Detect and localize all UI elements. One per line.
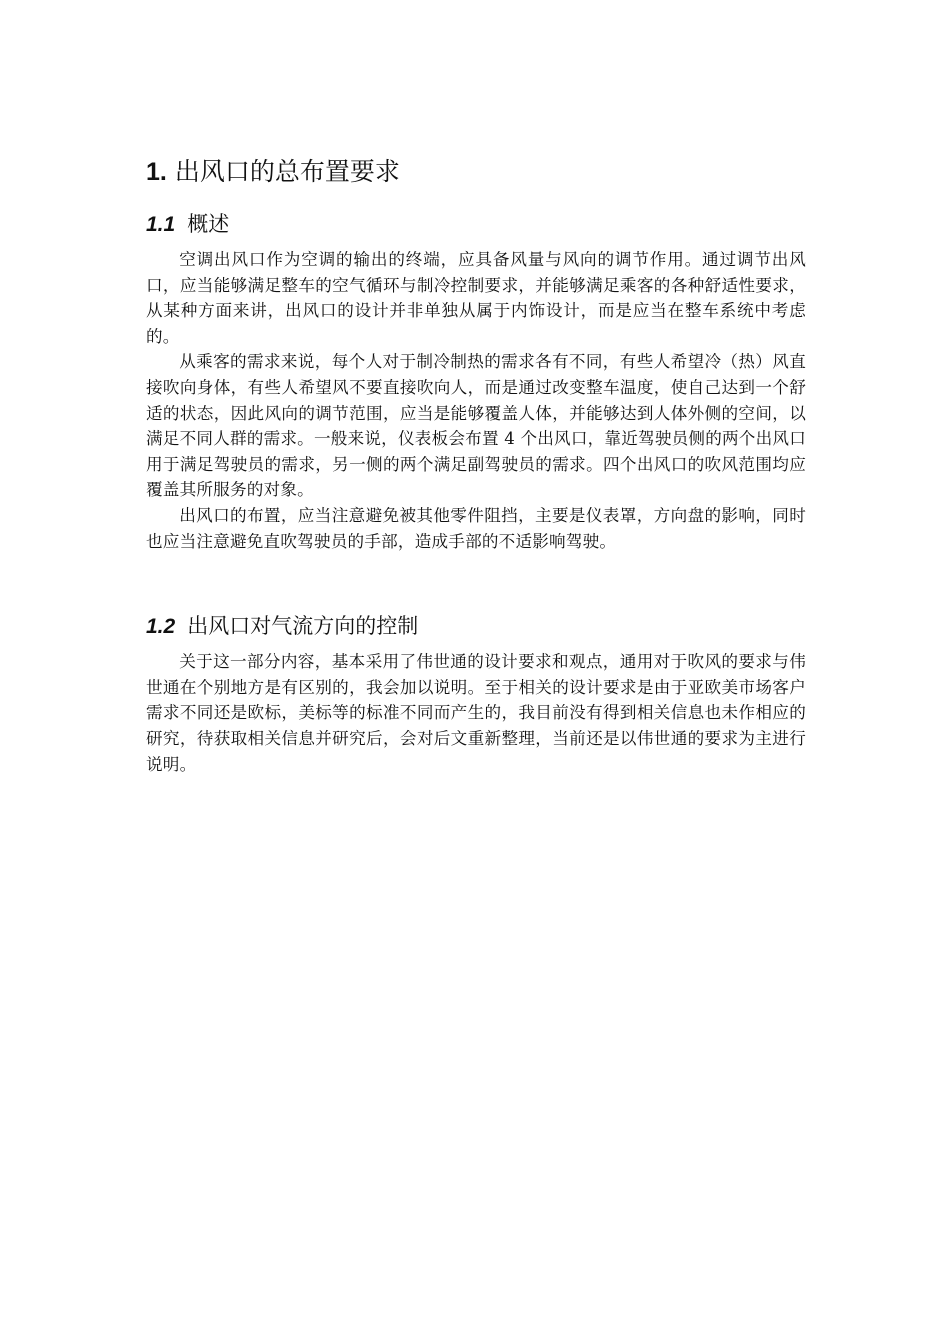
document-page	[146, 150, 806, 777]
section-1-title: 出风口的总布置要求	[174, 157, 400, 186]
section-1-1-number: 1.1	[146, 213, 176, 236]
section-1-1-paragraph-3: 出风口的布置，应当注意避免被其他零件阻挡，主要是仪表罩，方向盘的影响，同时也应当注意避免直吹驾驶员的手部，造成手部的不适影响驾驶。	[146, 505, 806, 551]
section-1-1-title: 概述	[187, 212, 230, 236]
section-1-1-paragraph-2: 从乘客的需求来说，每个人对于制冷制热的需求各有不同，有些人希望冷（热）风直接吹向身体，有些人希望风不要直接吹向人，而是通过改变整车温度，使自己达到一个舒适的状态，因此风向的调节范围，应当是能够覆盖人体，并能够达到人体外侧的空间，以满足不同人群的需求。一般来说，仪表板会布置 4 个出风口，靠近驾驶员侧的两个出风口用于满足驾驶员的需求，另一侧的两个满足副驾驶员的需求。四个出风口的吹风范围均应覆盖其所服务的对象。	[146, 352, 806, 500]
section-1-2-number: 1.2	[146, 615, 176, 639]
section-1-2-paragraph-1: 关于这一部分内容，基本采用了伟世通的设计要求和观点，通用对于吹风的要求与伟世通在个别地方是有区别的，我会加以说明。至于相关的设计要求是由于亚欧美市场客户需求不同还是欧标，美标等的标准不同而产生的，我目前没有得到相关信息也未作相应的研究，待获取相关信息并研究后，会对后文重新整理，当前还是以伟世通的要求为主进行说明。	[146, 652, 806, 774]
section-1-2-heading	[146, 606, 806, 647]
section-1-number: 1.	[146, 158, 167, 186]
section-1-1-heading	[146, 204, 806, 245]
section-1-1-paragraph-1: 空调出风口作为空调的输出的终端，应具备风量与风向的调节作用。通过调节出风口，应当能够满足整车的空气循环与制冷控制要求，并能够满足乘客的各种舒适性要求，从某种方面来讲，出风口的设计并非单独从属于内饰设计，而是应当在整车系统中考虑的。	[146, 250, 806, 346]
section-1-2-title: 出风口对气流方向的控制	[187, 614, 419, 639]
section-1-heading	[146, 150, 806, 194]
